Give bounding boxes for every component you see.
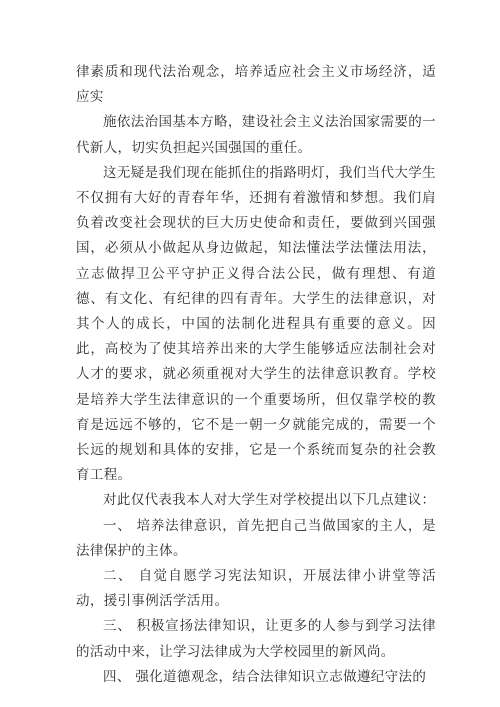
paragraph-continuation: 律素质和现代法治观念，培养适应社会主义市场经济，适应实 (76, 64, 436, 106)
paragraph-guiding-light: 这无疑是我们现在能抓住的指路明灯，我们当代大学生不仅拥有大好的青春年华，还拥有着激情和梦想。我们肩负着改变社会现状的巨大历史使命和责任，要做到兴国强国，必须从小做起从身边做起，知法懂法学法懂法用法，立志做捍卫公平守护正义得合法公民，做有理想、有道德、有文化、有纪律的四有青年。大学生的法律意识，对其个人的成长，中国的法制化进程具有重要的意义。因此，高校为了使其培养出来的大学生能够适应法制社会对人才的要求，就必须重视对大学生的法律意识教育。学校是培养大学生法律意识的一个重要场所，但仅靠学校的教育是远远不够的，它不是一朝一夕就能完成的，需要一个长远的规划和具体的安排，它是一个系统而复杂的社会教育工程。 (76, 164, 436, 484)
paragraph-strategy: 施依法治国基本方略，建设社会主义法治国家需要的一代新人，切实负担起兴国强国的重任。 (76, 114, 436, 156)
suggestion-item-3: 三、 积极宣扬法律知识，让更多的人参与到学习法律的活动中来，让学习法律成为大学校园里的新风尚。 (76, 618, 436, 660)
suggestion-item-1: 一、 培养法律意识，首先把自己当做国家的主人，是法律保护的主体。 (76, 517, 436, 559)
suggestion-item-2: 二、 自觉自愿学习宪法知识，开展法律小讲堂等活动，援引事例活学活用。 (76, 568, 436, 610)
body-text (76, 60, 436, 690)
suggestion-item-4: 四、 强化道德观念，结合法律知识立志做遵纪守法的 (103, 668, 427, 685)
paragraph-suggestions-intro: 对此仅代表我本人对大学生对学校提出以下几点建议： (103, 492, 436, 509)
